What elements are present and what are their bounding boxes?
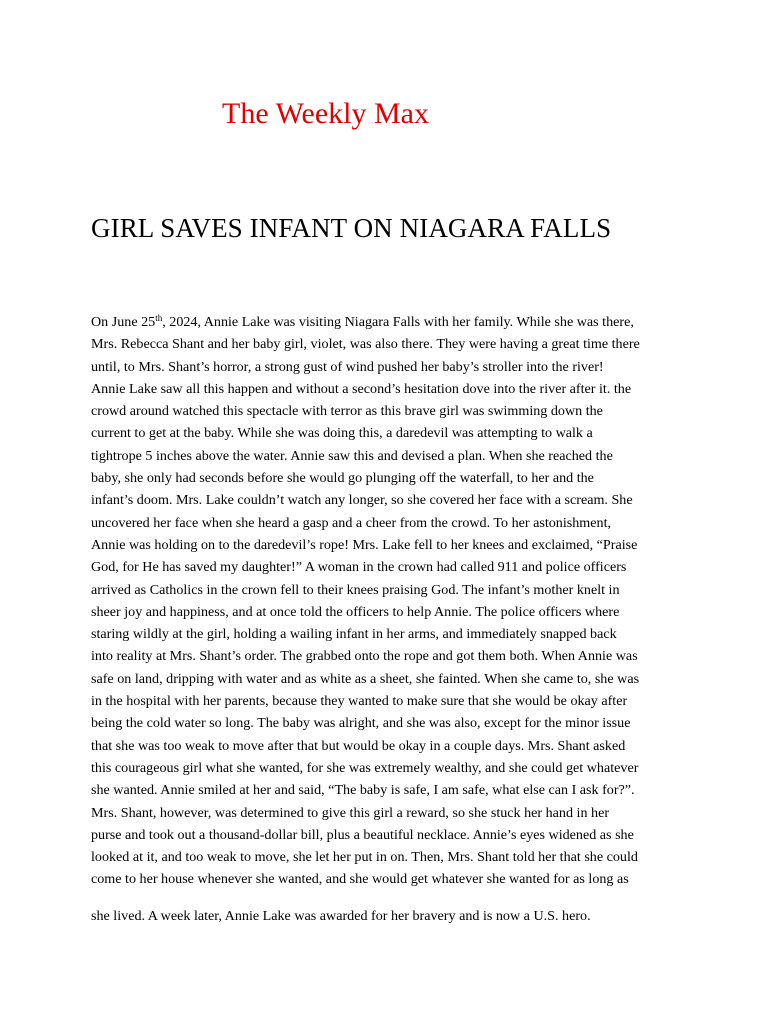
article-line: until, to Mrs. Shant’s horror, a strong gust of wind pushed her baby’s stroller into the river!: [91, 358, 604, 375]
article-line: safe on land, dripping with water and as white as a sheet, she fainted. When she came to, she was: [91, 670, 640, 687]
article-line: Annie Lake saw all this happen and without a second’s hesitation dove into the river after it. the: [91, 380, 632, 397]
article-line: God, for He has saved my daughter!” A woman in the crown had called 911 and police officers: [91, 559, 627, 576]
article-headline: GIRL SAVES INFANT ON NIAGARA FALLS: [91, 213, 612, 243]
article-line: she wanted. Annie smiled at her and said, “The baby is safe, I am safe, what else can I ask for?”.: [91, 782, 635, 799]
article-line: current to get at the baby. While she was doing this, a daredevil was attempting to walk a: [91, 425, 593, 442]
article-line: that she was too weak to move after that but would be okay in a couple days. Mrs. Shant asked: [91, 737, 626, 754]
article-line: this courageous girl what she wanted, for she was extremely wealthy, and she could get whatever: [91, 759, 639, 776]
article-line: into reality at Mrs. Shant’s order. The grabbed onto the rope and got them both. When Annie was: [91, 648, 638, 665]
article-line: Annie was holding on to the daredevil’s rope! Mrs. Lake fell to her knees and exclaimed, “Praise: [91, 536, 638, 553]
article-line: uncovered her face when she heard a gasp and a cheer from the crowd. To her astonishment,: [91, 514, 612, 531]
date-superscript: th: [155, 313, 163, 323]
article-line: Mrs. Rebecca Shant and her baby girl, violet, was also there. They were having a great time there: [91, 336, 640, 353]
article-line: arrived as Catholics in the crown fell to their knees praising God. The infant’s mother knelt in: [91, 581, 620, 598]
date-suffix: , 2024, Annie Lake was visiting Niagara Falls with her family. While she was there,: [162, 314, 634, 330]
article-line: crowd around watched this spectacle with terror as this brave girl was swimming down the: [91, 403, 603, 420]
article-line: being the cold water so long. The baby was alright, and she was also, except for the minor issue: [91, 715, 631, 732]
masthead-title: The Weekly Max: [222, 97, 429, 130]
article-closing: [91, 905, 691, 927]
article-line: tightrope 5 inches above the water. Annie saw this and devised a plan. When she reached the: [91, 447, 613, 464]
article-line: come to her house whenever she wanted, and she would get whatever she wanted for as long as: [91, 871, 629, 888]
article-line: staring wildly at the girl, holding a wailing infant in her arms, and immediately snapped back: [91, 626, 617, 643]
article-line: looked at it, and too weak to move, she let her put in on. Then, Mrs. Shant told her that she could: [91, 849, 638, 866]
article-closing-line: she lived. A week later, Annie Lake was awarded for her bravery and is now a U.S. hero.: [91, 908, 591, 924]
article-line: infant’s doom. Mrs. Lake couldn’t watch any longer, so she covered her face with a scream. She: [91, 492, 633, 509]
article-line: baby, she only had seconds before she would go plunging off the waterfall, to her and the: [91, 470, 594, 487]
date-prefix: On June 25: [91, 314, 156, 330]
article-line: [91, 311, 691, 333]
article-line: sheer joy and happiness, and at once told the officers to help Annie. The police officers where: [91, 603, 620, 620]
article-line: Mrs. Shant, however, was determined to give this girl a reward, so she stuck her hand in her: [91, 804, 610, 821]
article-body: [91, 311, 691, 891]
article-line: purse and took out a thousand-dollar bill, plus a beautiful necklace. Annie’s eyes widened as she: [91, 826, 634, 843]
article-line: in the hospital with her parents, because they wanted to make sure that she would be okay after: [91, 693, 628, 710]
